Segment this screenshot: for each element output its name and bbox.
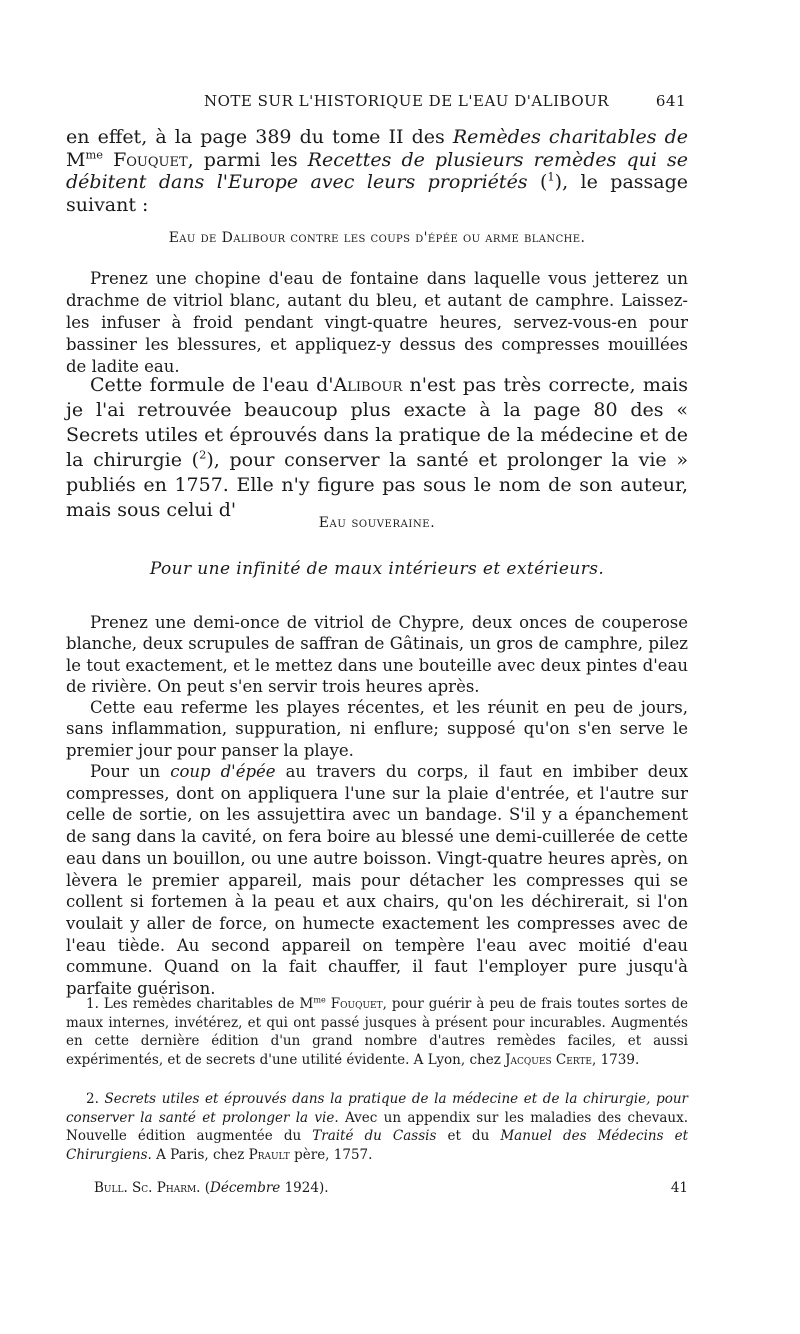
signature-mark: 41 [670,1180,688,1196]
italic-title: Secrets utiles et éprouvés dans la pratique de la médecine et de la chirurgie, pour conserver la santé et prolonger la vie. [66,1091,689,1126]
page-number: 641 [655,92,686,110]
page-footer [94,1180,688,1196]
recipe-subheading: Pour une infinité de maux intérieurs et extérieurs. [149,559,605,579]
text-run: et du [436,1128,501,1144]
text-run: , parmi les [187,148,308,171]
paragraph-recipe-1: Prenez une chopine d'eau de fontaine dans laquelle vous jetterez un drachme de vitriol blanc, autant du bleu, et autant de camphre. Laissez-les infuser à froid pendant vingt-quatre heures, servez-vous-en pour bassiner les blessures, et appliquez-y dessus des compresses mouillées de ladite eau. [66,269,688,376]
publisher-name: Jacques Certe [505,1051,593,1068]
italic-title: Traité du Cassis [312,1128,437,1144]
footnote-ref: 2 [199,447,207,462]
footnote-ref: 1 [547,169,555,184]
text-run: Avec un appendix sur les maladies des chevaux. Nouvelle édition augmentée du [66,1109,688,1144]
text-run: ), pour conserver la santé et prolonger la vie » publiés en 1757. Elle n'y figure pas sous le nom de son auteur, mais sous celui d' [66,449,688,521]
running-title: NOTE SUR L'HISTORIQUE DE L'EAU D'ALIBOUR [204,92,610,110]
journal-name: Bull. Sc. Pharm. [94,1180,201,1196]
issue-date: Décembre [210,1180,281,1196]
superscript: me [313,994,326,1005]
recipe-heading-dalibour: Eau de Dalibour contre les coups d'épée ou arme blanche. [168,230,586,246]
text-run: , pour guérir à peu de frais toutes sortes de maux internes, invétérez, et qui ont passé jusques à présent pour incurables. Augmentés en cette dernière édition d'un grand nombre d'autres remèdes faciles, et aussi expérimentés, et de secrets d'une utilité évidente. A Lyon, chez [66,996,689,1068]
italic-title: Recettes de plusieurs remèdes qui se débitent dans l'Europe avec leurs propriétés [66,148,688,193]
italic-phrase: coup d'épée [170,762,276,781]
text-run: 1. Les remèdes charitables de M [86,996,314,1012]
text-run: ( [200,1180,211,1196]
italic-title: Manuel des Médecins et Chirurgiens. [66,1128,689,1163]
publisher-name: Prault [248,1146,290,1163]
superscript: me [85,147,104,162]
text-run: au travers du corps, il faut en imbiber deux compresses, dont on appliquera l'une sur la plaie d'entrée, et l'autre sur celle de sortie, on les assujettira avec un bandage. S'il y a épanchement de sang dans la cavité, on fera boire au blessé une demi-cuillerée de cette eau dans un bouillon, ou une autre boisson. Vingt-quatre heures après, on lèvera le premier appareil, mais pour détacher les compresses qui se collent si fortemen à la peau et aux chairs, qu'on les déchirerait, si l'on voulait y aller de force, on humecte exactement les compresses avec de l'eau tiède. Au second appareil on tempère l'eau avec moitié d'eau commune. Quand on la fait chauffer, il faut l'employer pure jusqu'à parfaite guérison. [66,762,689,999]
text-run: Cette formule de l'eau d' [90,374,334,396]
author-name: Fouquet [330,996,383,1012]
author-name: Alibour [333,374,403,396]
paragraph-intro [66,126,688,216]
paragraph-recipe-4 [66,761,688,1000]
paragraph-recipe-3: Cette eau referme les playes récentes, et les réunit en peu de jours, sans inflammation, suppuration, ni enflure; supposé qu'on s'en serve le premier jour pour panser la playe. [66,698,688,760]
paragraph-recipe-2: Prenez une demi-once de vitriol de Chypre, deux onces de couperose blanche, deux scrupules de saffran de Gâtinais, un gros de camphre, pilez le tout exactement, et le mettez dans une bouteille avec deux pintes d'eau de rivière. On peut s'en servir trois heures après. [66,613,688,696]
text-run: ( [527,171,548,193]
text-run: , 1739. [592,1051,640,1068]
author-name: Fouquet [113,148,188,171]
text-run: A Paris, chez [151,1146,249,1163]
paragraph-commentary [66,373,688,523]
text-run: père, 1757. [289,1146,373,1163]
text-run: n'est pas très correcte, mais je l'ai retrouvée beaucoup plus exacte à la page 80 des « Secrets utiles et éprouvés dans la pratique de la médecine et de la chirurgie ( [66,374,689,471]
recipe-heading-souveraine: Eau souveraine. [318,515,436,531]
text-run: M [66,148,86,171]
footnote-1 [66,995,688,1069]
italic-title: Remèdes charitables de [452,126,688,148]
text-run: Pour un [90,762,171,781]
text-run: en effet, à la page 389 du tome II des [66,126,453,148]
text-run: ), le passage suivant : [66,171,689,216]
footnote-2 [66,1090,688,1164]
text-run: 2. [86,1091,105,1107]
text-run: 1924). [280,1180,329,1196]
text-run [103,149,113,171]
